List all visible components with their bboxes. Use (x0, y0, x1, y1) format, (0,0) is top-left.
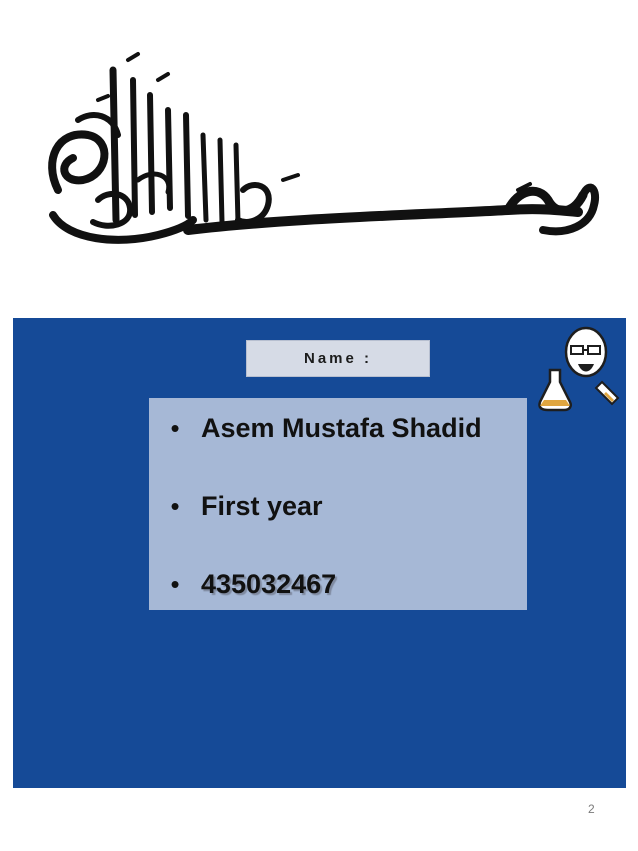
calligraphy-artwork (38, 40, 603, 260)
student-info-box (149, 398, 527, 610)
bullet: • (170, 412, 180, 443)
student-name: Asem Mustafa Shadid (201, 412, 482, 443)
student-id: 435032467 (201, 568, 337, 599)
list-item (149, 408, 527, 448)
bullet: • (170, 568, 180, 599)
list-item (149, 564, 527, 604)
bullet: • (170, 490, 180, 521)
page-number: 2 (588, 802, 595, 816)
study-year: First year (201, 490, 323, 521)
basmala-calligraphy (38, 40, 603, 260)
list-item (149, 486, 527, 526)
name-label-box (246, 340, 430, 377)
scientist-with-flask-icon (536, 320, 624, 412)
name-label: Name : (303, 350, 373, 367)
slide-panel (13, 318, 626, 788)
